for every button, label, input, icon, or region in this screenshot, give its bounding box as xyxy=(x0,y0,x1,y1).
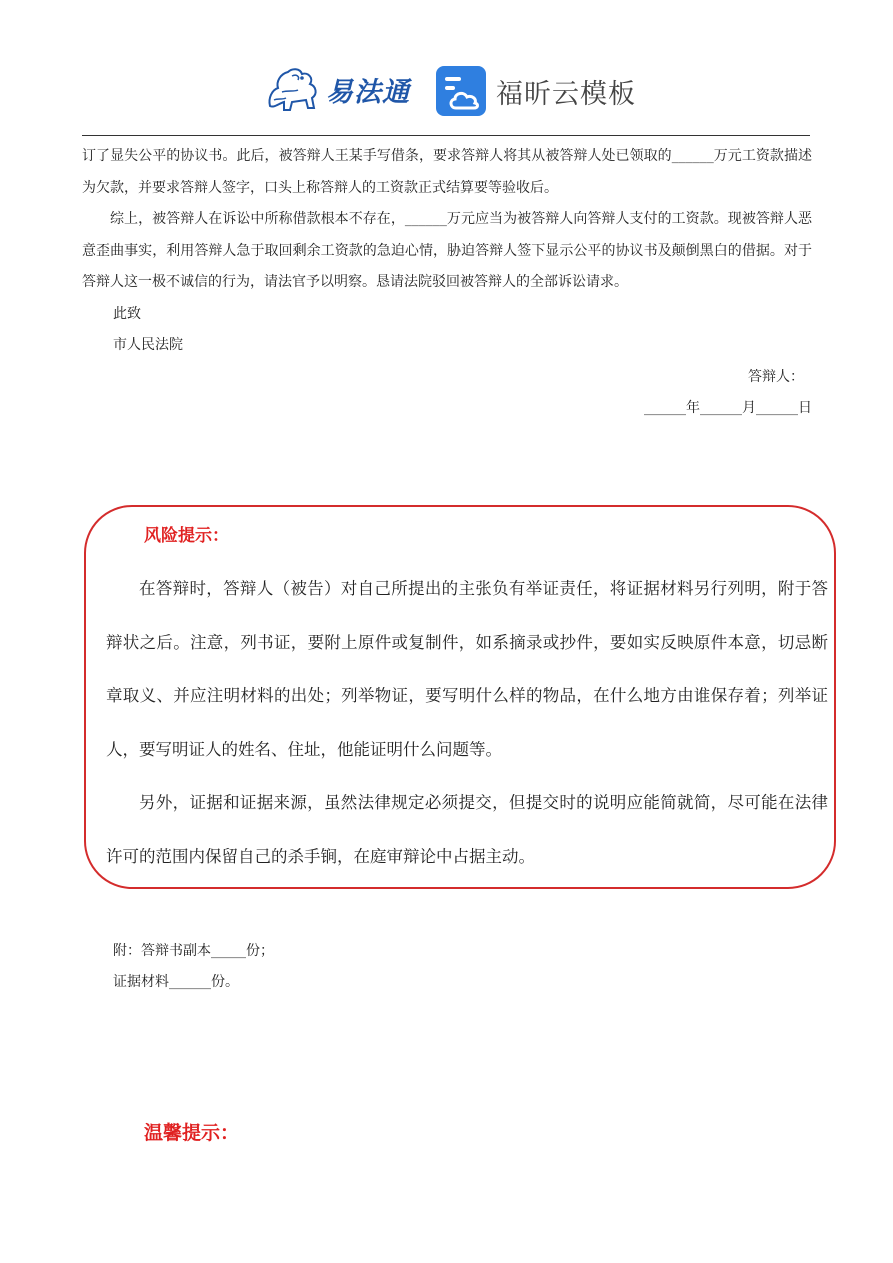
warm-tip-title: 温馨提示： xyxy=(144,1122,240,1144)
salutation: 此致 xyxy=(113,305,141,322)
yifatong-logo xyxy=(262,62,410,116)
attachments xyxy=(113,936,274,998)
risk-notice-box xyxy=(84,505,836,889)
foxit-template-logo xyxy=(436,66,636,116)
attachment-copies-line: 附：答辩书副本_____份； xyxy=(113,943,274,959)
letter-paragraph-1: 订了显失公平的协议书。此后，被答辩人王某手写借条，要求答辩人将其从被答辩人处已领取的______万元工资款描述为欠款，并要求答辩人签字，口头上称答辩人的工资款正式结算要等验收后。 xyxy=(82,148,812,196)
risk-paragraph-2: 另外，证据和证据来源，虽然法律规定必须提交，但提交时的说明应能简就简，尽可能在法律许可的范围内保留自己的杀手锏，在庭审辩论中占据主动。 xyxy=(106,793,828,866)
risk-notice-title: 风险提示： xyxy=(144,526,229,546)
date-line: ______年______月______日 xyxy=(644,400,812,416)
court-name: 市人民法院 xyxy=(113,337,183,353)
signer-line: 答辩人： xyxy=(748,368,804,385)
risk-paragraph-1: 在答辩时，答辩人（被告）对自己所提出的主张负有举证责任，将证据材料另行列明，附于答辩状之后。注意，列书证，要附上原件或复制件，如系摘录或抄件，要如实反映原件本意，切忌断章取义、并应注明材料的出处；列举物证，要写明什么样的物品，在什么地方由谁保存着；列举证人，要写明证人的姓名、住址，他能证明什么问题等。 xyxy=(106,579,828,759)
letter-paragraph-2: 综上，被答辩人在诉讼中所称借款根本不存在，______万元应当为被答辩人向答辩人支付的工资款。现被答辩人恶意歪曲事实，利用答辩人急于取回剩余工资款的急迫心情，胁迫答辩人签下显示公平的协议书及颠倒黑白的借据。对于答辩人这一极不诚信的行为，请法官予以明察。恳请法院驳回被答辩人的全部诉讼请求。 xyxy=(82,211,812,290)
foxit-template-logo-text: 福昕云模板 xyxy=(496,78,636,110)
document-cloud-icon xyxy=(436,66,486,116)
qilin-icon xyxy=(262,62,326,116)
attachment-evidence-line: 证据材料______份。 xyxy=(113,974,239,990)
letter-body xyxy=(82,141,812,425)
header-divider xyxy=(82,135,810,136)
risk-notice-body xyxy=(106,562,828,883)
yifatong-logo-text: 易法通 xyxy=(326,76,410,108)
document-header xyxy=(0,58,893,122)
